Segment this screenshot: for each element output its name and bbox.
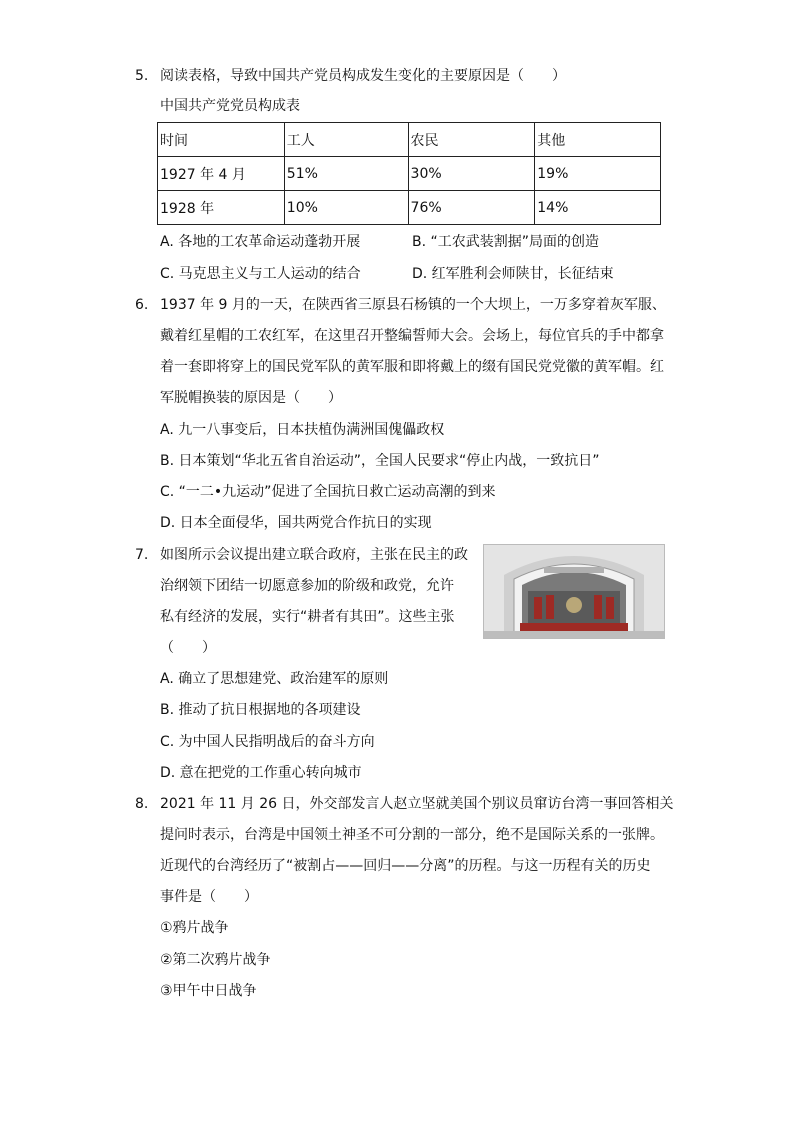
table-row (158, 191, 661, 225)
q5-option-d: D. 红军胜利会师陕甘，长征结束 (412, 266, 614, 282)
q7-stem-line: 治纲领下团结一切愿意参加的阶级和政党，允许 (160, 578, 454, 594)
q8-number: 8. (135, 796, 149, 812)
q6-stem-line: 戴着红星帽的工农红军，在这里召开整编誓师大会。会场上，每位官兵的手中都拿 (160, 328, 664, 344)
q8-item: ①鸦片战争 (160, 920, 229, 936)
q6-stem-line: 1937 年 9 月的一天，在陕西省三原县石杨镇的一个大坝上，一万多穿着灰军服、 (160, 297, 666, 313)
q7-number: 7. (135, 547, 149, 563)
table-row (158, 157, 661, 191)
q8-stem-line: 近现代的台湾经历了“被割占——回归——分离”的历程。与这一历程有关的历史 (160, 858, 651, 874)
q7-option-b: B. 推动了抗日根据地的各项建设 (160, 702, 361, 718)
q7-option-d: D. 意在把党的工作重心转向城市 (160, 765, 362, 781)
hall-stage-illustration (484, 545, 664, 638)
table-cell: 14% (535, 191, 661, 225)
q6-stem-line: 着一套即将穿上的国民党军队的黄军服和即将戴上的缀有国民党党徽的黄军帽。红 (160, 359, 664, 375)
table-cell: 51% (284, 157, 408, 191)
q5-option-c: C. 马克思主义与工人运动的结合 (160, 266, 361, 282)
party-member-table (157, 122, 661, 225)
q7-stem-line: 如图所示会议提出建立联合政府，主张在民主的政 (160, 547, 468, 563)
q8-item: ②第二次鸦片战争 (160, 952, 271, 968)
q6-number: 6. (135, 297, 149, 313)
q7-stem-line: （ ） (160, 640, 216, 656)
q5-number: 5. (135, 68, 149, 84)
q8-stem-line: 2021 年 11 月 26 日，外交部发言人赵立坚就美国个别议员窜访台湾一事回答相关 (160, 796, 674, 812)
table-header-cell: 时间 (158, 123, 285, 157)
q5-stem: 阅读表格，导致中国共产党员构成发生变化的主要原因是（ ） (160, 68, 566, 84)
q6-option-a: A. 九一八事变后，日本扶植伪满洲国傀儡政权 (160, 422, 445, 438)
q5-option-b: B. “工农武装割据”局面的创造 (412, 234, 600, 250)
q7-stem-line: 私有经济的发展，实行“耕者有其田”。这些主张 (160, 609, 455, 625)
q6-option-b: B. 日本策划“华北五省自治运动”，全国人民要求“停止内战，一致抗日” (160, 453, 600, 469)
table-cell: 30% (408, 157, 535, 191)
q6-option-d: D. 日本全面侵华，国共两党合作抗日的实现 (160, 515, 432, 531)
q6-option-c: C. “一二•九运动”促进了全国抗日救亡运动高潮的到来 (160, 484, 496, 500)
table-cell: 1928 年 (158, 191, 285, 225)
table-header-cell: 工人 (284, 123, 408, 157)
q8-stem-line: 提问时表示，台湾是中国领土神圣不可分割的一部分，绝不是国际关系的一张牌。 (160, 827, 664, 843)
q8-item: ③甲午中日战争 (160, 983, 257, 999)
q7-option-a: A. 确立了思想建党、政治建军的原则 (160, 671, 389, 687)
table-cell: 19% (535, 157, 661, 191)
table-cell: 10% (284, 191, 408, 225)
q5-option-a: A. 各地的工农革命运动蓬勃开展 (160, 234, 361, 250)
q6-stem-line: 军脱帽换装的原因是（ ） (160, 390, 342, 406)
table-cell: 76% (408, 191, 535, 225)
table-cell: 1927 年 4 月 (158, 157, 285, 191)
q5-table-title: 中国共产党党员构成表 (160, 98, 300, 114)
q7-option-c: C. 为中国人民指明战后的奋斗方向 (160, 734, 375, 750)
table-header-cell: 其他 (535, 123, 661, 157)
table-header-row (158, 123, 661, 157)
congress-hall-photo (483, 544, 665, 639)
table-header-cell: 农民 (408, 123, 535, 157)
q8-stem-line: 事件是（ ） (160, 889, 258, 905)
